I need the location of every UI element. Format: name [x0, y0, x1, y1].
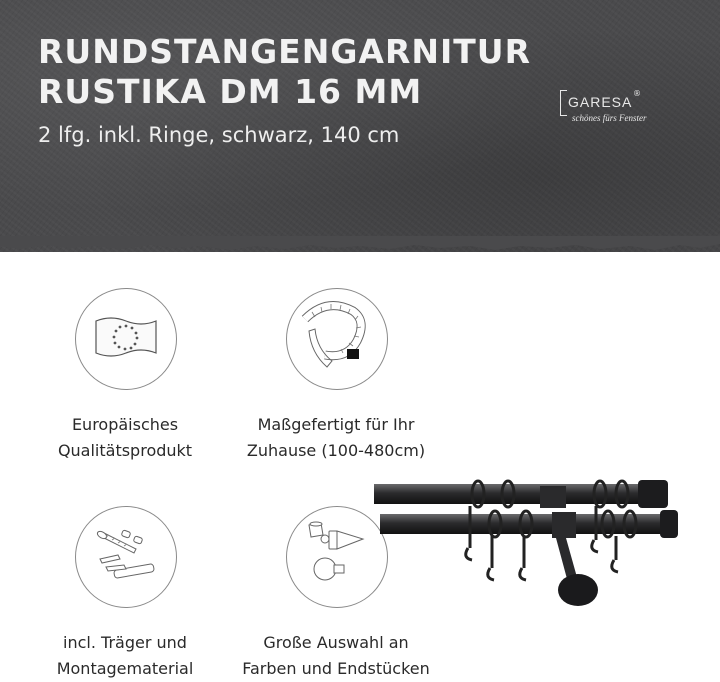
brand-name: GARESA: [568, 94, 633, 110]
feature-endcaps-line-2: Farben und Endstücken: [242, 659, 430, 678]
feature-size-line-2: Zuhause (100-480cm): [246, 441, 426, 460]
feature-circle-hardware: [75, 506, 177, 608]
title-line-2: RUSTIKA DM 16 MM: [38, 72, 423, 111]
feature-endcaps: [226, 630, 446, 682]
feature-hardware-line-1: incl. Träger und: [63, 633, 187, 652]
double-curtain-rod-image: [360, 470, 720, 620]
feature-hardware: [15, 630, 235, 682]
brand-logo: [560, 86, 670, 126]
feature-endcaps-line-1: Große Auswahl an: [263, 633, 409, 652]
page-title: [38, 32, 531, 112]
measuring-tape-icon: [287, 289, 387, 389]
feature-circle-eu: [75, 288, 177, 390]
screws-dowels-icon: [76, 507, 176, 607]
feature-eu-line-2: Qualitätsprodukt: [57, 441, 193, 460]
feature-eu-quality: [15, 412, 235, 464]
title-line-1: RUNDSTANGENGARNITUR: [38, 32, 531, 71]
feature-circle-tape: [286, 288, 388, 390]
brand-registered-mark: ®: [633, 89, 641, 98]
banner-torn-edge: [0, 236, 720, 258]
brand-tagline: schönes fürs Fenster: [572, 113, 647, 123]
logo-frame: [560, 90, 567, 116]
feature-size-line-1: Maßgefertigt für Ihr: [257, 415, 415, 434]
eu-flag-icon: [76, 289, 176, 389]
feature-hardware-line-2: Montagematerial: [56, 659, 194, 678]
page-subtitle: 2 lfg. inkl. Ringe, schwarz, 140 cm: [38, 123, 400, 147]
feature-eu-line-1: Europäisches: [71, 415, 179, 434]
feature-custom-size: [226, 412, 446, 464]
